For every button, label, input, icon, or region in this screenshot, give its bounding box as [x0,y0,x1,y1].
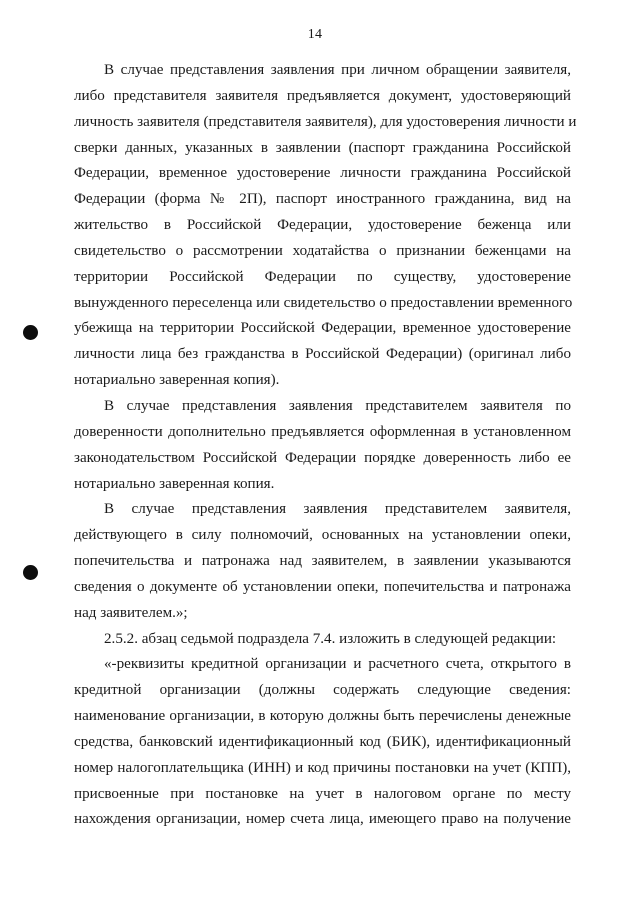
text-line: наименование организации, в которую должны быть перечислены денежные [74,708,571,725]
text-line: сведения о документе об установлении опеки, попечительства и патронажа [74,578,571,595]
text-line: законодательством Российской Федерации порядке доверенность либо ее [74,449,571,466]
paragraph-amendment-clause [74,627,571,653]
paragraph-bank-details [74,652,571,833]
text-line: номер налогоплательщика (ИНН) и код причины постановки на учет (КПП), [74,759,571,776]
text-line: территории Российской Федерации по существу, удостоверение [74,268,571,285]
text-line: вынужденного переселенца или свидетельство о предоставлении временного [74,294,573,311]
text-line: средства, банковский идентификационный код (БИК), идентификационный [74,733,571,750]
text-line: кредитной организации (должны содержать следующие сведения: [74,682,571,699]
text-line: действующего в силу полномочий, основанных на установлении опеки, [74,527,571,544]
text-line: жительство в Российской Федерации, удостоверение беженца или [74,217,571,234]
punch-hole-mark [23,565,38,580]
text-line: Федерации (форма № 2П), паспорт иностранного гражданина, вид на [74,191,571,208]
text-line: попечительства и патронажа над заявителем, в заявлении указываются [74,553,571,570]
document-body [74,58,577,833]
text-line: нотариально заверенная копия). [74,372,280,389]
punch-hole-mark [23,325,38,340]
text-line: либо представителя заявителя предъявляется документ, удостоверяющий [74,87,571,104]
text-line: В случае представления заявления при личном обращении заявителя, [104,62,571,78]
text-line: свидетельство о рассмотрении ходатайства о признании беженцами на [74,242,571,259]
text-line: сверки данных, указанных в заявлении (паспорт гражданина Российской [74,139,571,156]
text-line: присвоенные при постановке на учет в налоговом органе по месту [74,785,571,802]
text-line: нотариально заверенная копия. [74,475,275,492]
text-line: «-реквизиты кредитной организации и расчетного счета, открытого в [104,656,571,673]
text-line: В случае представления заявления представителем заявителя, [104,501,571,518]
text-line: В случае представления заявления представителем заявителя по [104,397,571,414]
text-line: убежища на территории Российской Федерации, временное удостоверение [74,320,571,337]
text-line: 2.5.2. абзац седьмой подраздела 7.4. изложить в следующей редакции: [104,630,557,647]
text-line: доверенности дополнительно предъявляется оформленная в установленном [74,423,571,440]
paragraph-guardianship [74,497,571,626]
page-number: 14 [307,27,323,42]
paragraph-identity-documents [74,58,577,394]
text-line: нахождения организации, номер счета лица, имеющего право на получение [74,811,571,828]
text-line: личности лица без гражданства в Российской Федерации) (оригинал либо [74,346,571,363]
text-line: личность заявителя (представителя заявителя), для удостоверения личности и [74,113,577,130]
text-line: Федерации, временное удостоверение личности гражданина Российской [74,165,571,182]
paragraph-power-of-attorney [74,394,571,497]
text-line: над заявителем.»; [74,604,188,621]
